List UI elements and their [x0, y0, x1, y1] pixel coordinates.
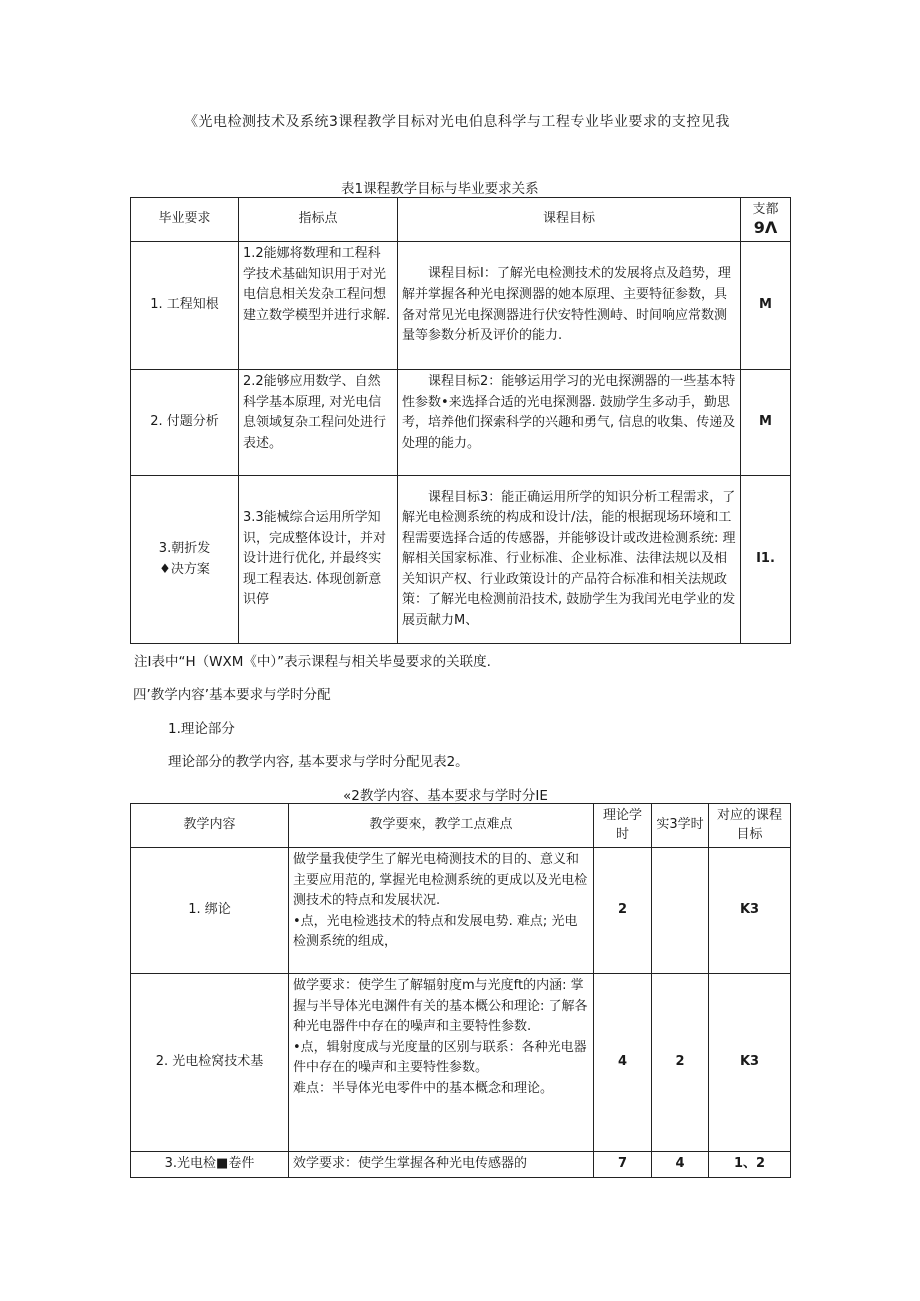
- table2-target-cell: 1、2: [709, 1152, 791, 1178]
- table2-requirements-cell: [289, 848, 594, 974]
- section-subtitle: 1.理论部分: [168, 721, 235, 737]
- table2-theory-cell: 4: [594, 974, 652, 1152]
- table1-header-support-line1: 支都: [752, 202, 779, 218]
- table2-header-lab-hours: 实3学时: [652, 804, 709, 848]
- table2-target-cell: K3: [709, 848, 791, 974]
- table1-requirement-cell: [131, 476, 239, 644]
- table1-header-requirement: 毕业要求: [131, 198, 239, 242]
- table2-difficulty-text: 难点：半导体光电零件中的基本概念和理论。: [293, 1080, 554, 1096]
- table2-content-cell: 2. 光电检窝技术基: [131, 974, 289, 1152]
- table1-support-cell: M: [741, 242, 791, 370]
- table1-goal-cell: 课程目标2：能够运用学习的光电探溯器的一些基本特性参数•来选择合适的光电探测器. 鼓励学生多动手，勤思考，培养他们探索科学的兴趣和勇气, 信息的收集、传递及处理的能力。: [398, 370, 741, 476]
- table-row: [131, 974, 791, 1152]
- table1-goal-cell: 课程目标3：能正确运用所学的知识分析工程需求，了解光电检测系统的构成和设计/法，能的根据现场环境和工程需要选择合适的传感器，并能够设计或改进检测系统: 理解相关国家标准、行业标准、企业标准、法律法规以及相关知识产权、行业政策设计的产品符合标准和相关法规政策：了解光电检测前沿技术, 鼓励学生为我闰光电学业的发展贡献力M、: [398, 476, 741, 644]
- table1-requirement-cell: 2. 付题分析: [131, 370, 239, 476]
- table2-header-content: 教学内容: [131, 804, 289, 848]
- table1-support-cell: M: [741, 370, 791, 476]
- table1-header-support: [741, 198, 791, 242]
- table1-header-row: [131, 198, 791, 242]
- table2-lab-cell: 2: [652, 974, 709, 1152]
- table2-header-target: 对应的课程目标: [709, 804, 791, 848]
- table1-requirement-cell: 1. 工程知根: [131, 242, 239, 370]
- table1-caption: 表1课程教学目标与毕业要求关系: [341, 181, 539, 197]
- table2-theory-cell: 7: [594, 1152, 652, 1178]
- section-title: 四’教学内容’基本要求与学时分配: [133, 687, 331, 703]
- table2-requirements-cell: 效学要求：使学生掌握各种光电传感器的: [289, 1152, 594, 1178]
- table2-keypoints-text: •点，辑射度成与光度量的区别与联系：各种光电器件中存在的噪声和主要特性参数。: [293, 1039, 587, 1076]
- table2-header-requirements: 教学要來，教学工点难点: [289, 804, 594, 848]
- table-row: [131, 476, 791, 644]
- table1-indicator-cell: 2.2能够应用数学、自然科学基本原理, 对光电信息领域复杂工程问处进行表述。: [239, 370, 398, 476]
- table2-content-cell: 3.光电检■卷件: [131, 1152, 289, 1178]
- table2-requirement-text: 做学量我使学生了解光电椅测技术的目的、意义和主要应用范的, 掌握光电检测系统的更成以及光电检测技术的特点和发展状况.: [293, 852, 588, 909]
- table1-header-support-line2: 9Λ: [753, 217, 778, 237]
- section-intro: 理论部分的教学内容, 基本要求与学时分配见表2。: [168, 754, 469, 770]
- document-heading: 《光电检测技术及系统3课程教学目标对光电伯息科学与工程专业毕业要求的支控见我: [184, 114, 730, 130]
- table-row: [131, 848, 791, 974]
- table2-target-cell: K3: [709, 974, 791, 1152]
- table2-caption: «2教学内容、基本要求与学时分IE: [343, 788, 548, 804]
- table2-lab-cell: [652, 848, 709, 974]
- table1: [130, 197, 791, 644]
- table1-indicator-cell: 1.2能娜将数理和工程科学技术基础知识用于对光电信息相关发杂工程问想建立数学模型并进行求解.: [239, 242, 398, 370]
- table2-header-row: [131, 804, 791, 848]
- table-row: [131, 370, 791, 476]
- table2: [130, 803, 791, 1178]
- table1-header-indicator: 指标点: [239, 198, 398, 242]
- table1-note: 注I表中“H（WXM《中）”表示课程与相关毕曼要求的关联度.: [134, 654, 491, 670]
- table1-requirement-line2: ♦决方案: [159, 561, 210, 577]
- table-row: [131, 1152, 791, 1178]
- table1-goal-cell: 课程目标I：了解光电检测技术的发展将点及趋势，理解并掌握各种光电探测器的她本原理、主要特征参数，具备对常见光电探测器进行伏安特性测峙、时间响应常数测量等参数分析及评价的能力.: [398, 242, 741, 370]
- table2-requirement-text: 做学要求：使学生了解辐射度m与光度ft的内涵: 掌握与半导体光电渊件有关的基本概公和理论: 了解各种光电器件中存在的噪声和主要特性参数.: [293, 978, 588, 1035]
- table2-theory-cell: 2: [594, 848, 652, 974]
- table1-requirement-line1: 3.朝折发: [158, 540, 211, 556]
- table2-lab-cell: 4: [652, 1152, 709, 1178]
- table1-header-goal: 课程目标: [398, 198, 741, 242]
- table1-indicator-cell: 3.3能械综合运用所学知识，完成整体设计，并对设计进行优化, 并最终实现工程表达. 体现创新意识停: [239, 476, 398, 644]
- table2-content-cell: 1. 绑论: [131, 848, 289, 974]
- table-row: [131, 242, 791, 370]
- table2-requirements-cell: [289, 974, 594, 1152]
- table1-support-cell: I1.: [741, 476, 791, 644]
- table2-keypoints-text: •点，光电检逃技术的特点和发展电势. 难点; 光电检测系统的组成，: [293, 913, 578, 950]
- table2-header-theory-hours: 理论学时: [594, 804, 652, 848]
